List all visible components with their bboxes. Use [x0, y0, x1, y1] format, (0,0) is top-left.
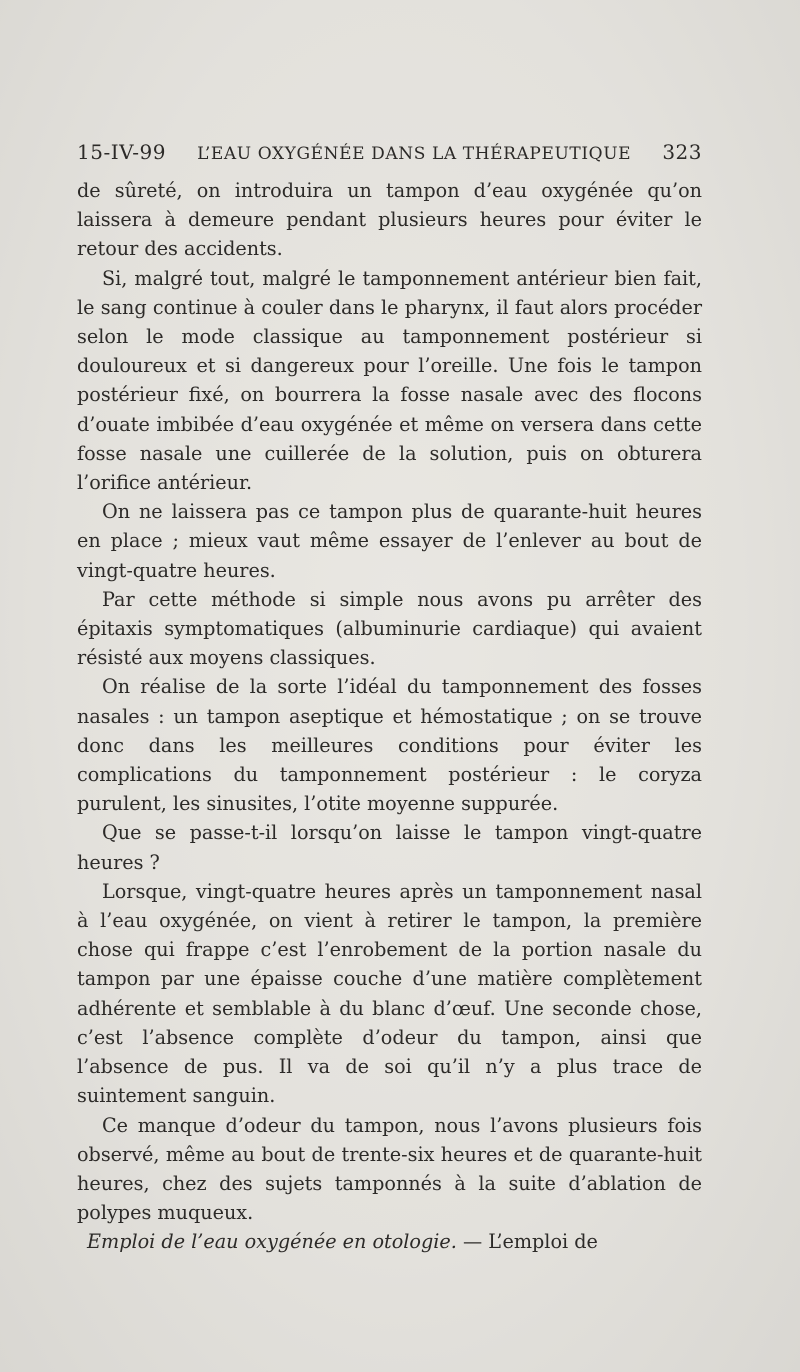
paragraph: de sûreté, on introduira un tampon d’eau oxygénée qu’on laissera à demeure pendant plusieurs heures pour éviter le retour des accidents. — [77, 179, 702, 261]
page-number: 323 — [662, 140, 702, 164]
header-date: 15-IV-99 — [77, 140, 166, 164]
book-page — [77, 140, 702, 1257]
section-text: — L’emploi de — [462, 1230, 598, 1254]
paragraph: On ne laissera pas ce tampon plus de quarante-huit heures en place ; mieux vaut même essayer de l’enlever au bout de vingt-quatre heures. — [77, 500, 702, 582]
paragraph: Par cette méthode si simple nous avons pu arrêter des épitaxis symptomatiques (albuminurie cardiaque) qui avaient résisté aux moyens classiques. — [77, 587, 702, 670]
section-paragraph — [77, 1227, 702, 1256]
paragraph: Lorsque, vingt-quatre heures après un tamponnement nasal à l’eau oxygénée, on vient à retirer le tampon, la première chose qui frappe c’est l’enrobement de la portion nasale du tampon par une épaisse couche d’une matière complètement adhérente et semblable à du blanc d’œuf. Une seconde chose, c’est l’absence complète d’odeur du tampon, ainsi que l’absence de pus. Il va de soi qu’il n’y a plus trace de suintement sanguin. — [77, 879, 702, 1108]
section-heading: Emploi de l’eau oxygénée en otologie. — [87, 1230, 457, 1254]
paragraph: Ce manque d’odeur du tampon, nous l’avons plusieurs fois observé, même au bout de trente-six heures et de quarante-huit heures, chez des sujets tamponnés à la suite d’ablation de polypes muqueux. — [77, 1113, 702, 1225]
paragraph: Que se passe-t-il lorsqu’on laisse le tampon vingt-quatre heures ? — [77, 821, 702, 874]
body-text — [77, 176, 702, 1257]
running-head — [77, 140, 702, 174]
paragraph: Si, malgré tout, malgré le tamponnement antérieur bien fait, le sang continue à couler dans le pharynx, il faut alors procéder selon le mode classique au tamponnement postérieur si douloureux et si dangereux pour l’oreille. Une fois le tampon postérieur fixé, on bourrera la fosse nasale avec des flocons d’ouate imbibée d’eau oxygénée et même on versera dans cette fosse nasale une cuillerée de la solution, puis on obturera l’orifice antérieur. — [77, 266, 702, 495]
paragraph: On réalise de la sorte l’idéal du tamponnement des fosses nasales : un tampon aseptique et hémostatique ; on se trouve donc dans les meilleures conditions pour éviter les complications du tamponnement postérieur : le coryza purulent, les sinusites, l’otite moyenne suppurée. — [77, 675, 702, 816]
header-title: L’EAU OXYGÉNÉE DANS LA THÉRAPEUTIQUE — [197, 144, 632, 164]
